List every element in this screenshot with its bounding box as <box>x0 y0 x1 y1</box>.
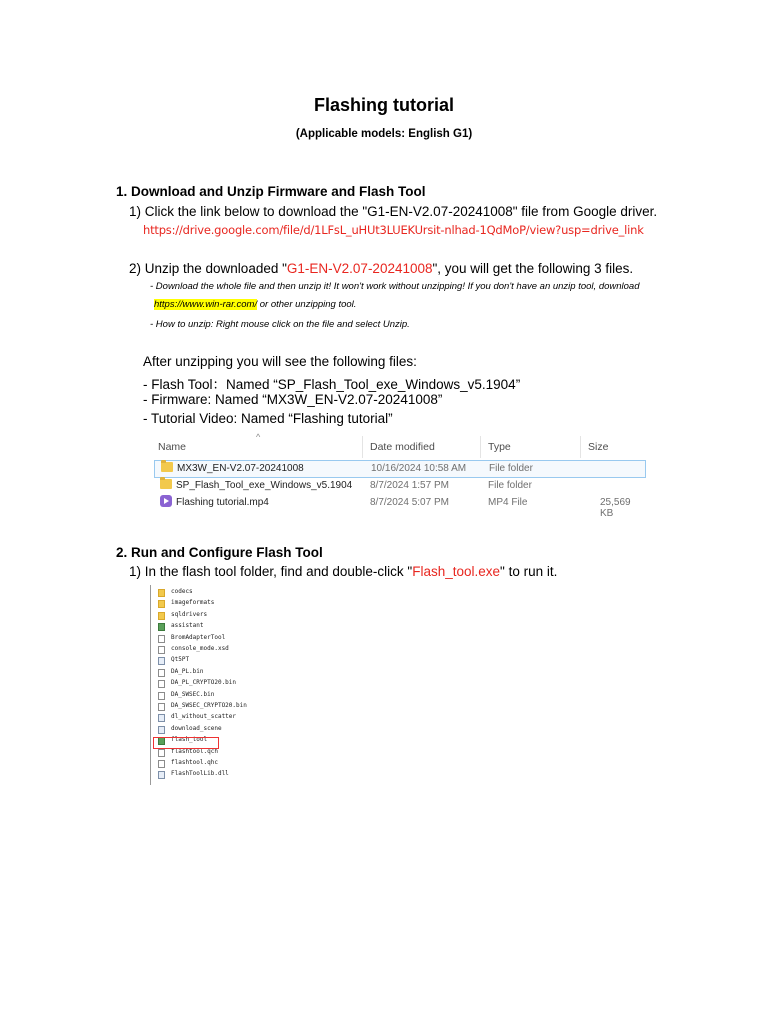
folder-list-item-label: flashtool.qch <box>171 747 218 755</box>
s2-step1-prefix: 1) In the flash tool folder, find and double-click " <box>129 564 413 579</box>
folder-list-item-label: dl_without_scatter <box>171 713 237 721</box>
file-icon <box>158 657 165 665</box>
file-row[interactable] <box>154 495 644 519</box>
step2-prefix: 2) Unzip the downloaded " <box>129 261 287 276</box>
section2-step1 <box>129 564 557 579</box>
folder-list-item-label: FlashToolLib.dll <box>171 770 229 778</box>
google-drive-link[interactable]: https://drive.google.com/file/d/1LFsL_uHUt3LUEKUrsit-nlhad-1QdMoP/view?usp=drive_link <box>143 223 644 237</box>
flash-tool-folder-screenshot <box>150 585 280 785</box>
folder-list-item-label: imageformats <box>171 599 215 607</box>
file-name: SP_Flash_Tool_exe_Windows_v5.1904 <box>176 480 353 491</box>
column-name[interactable]: Name <box>158 441 187 453</box>
file-icon <box>158 646 165 654</box>
column-divider <box>480 436 481 458</box>
file-icon <box>158 726 165 734</box>
file-type: File folder <box>489 463 533 474</box>
column-type[interactable]: Type <box>488 441 511 453</box>
after-line-2: - Flash Tool：Named “SP_Flash_Tool_exe_Windows_v5.1904” <box>143 377 521 392</box>
file-icon <box>158 749 165 757</box>
winrar-link[interactable]: https://www.win-rar.com/ <box>154 299 258 310</box>
page-subtitle: (Applicable models: English G1) <box>295 128 473 140</box>
unzip-note-2 <box>154 299 356 310</box>
file-icon <box>158 714 165 722</box>
file-date: 8/7/2024 5:07 PM <box>370 497 449 508</box>
file-icon <box>158 669 165 677</box>
folder-list-item-label: DA_SWSEC_CRYPTO20.bin <box>171 702 247 709</box>
folder-list-item-label: sqldrivers <box>171 610 208 618</box>
column-size[interactable]: Size <box>588 441 609 453</box>
column-divider <box>362 436 363 458</box>
folder-list-item-label: DA_SWSEC.bin <box>171 690 215 698</box>
file-icon <box>158 692 165 700</box>
divider <box>150 585 151 785</box>
step2-filename: G1-EN-V2.07-20241008 <box>286 261 433 276</box>
step2-suffix: ", you will get the following 3 files. <box>432 261 634 276</box>
folder-list-item-label: BromAdapterTool <box>171 633 226 641</box>
s2-step1-suffix: " to run it. <box>500 564 558 579</box>
section1-step1: 1) Click the link below to download the "G1-EN-V2.07-20241008" file from Google driver. <box>129 204 658 219</box>
application-icon <box>158 623 165 631</box>
folder-icon <box>158 612 165 620</box>
file-row[interactable] <box>154 460 646 478</box>
column-divider <box>580 436 581 458</box>
section2-heading: 2. Run and Configure Flash Tool <box>116 545 323 560</box>
folder-list-item-label: DA_PL.bin <box>171 667 204 675</box>
video-file-icon <box>160 495 172 507</box>
file-size: 25,569 KB <box>600 497 631 519</box>
folder-list-item-label: download_scene <box>171 724 222 732</box>
folder-list-item-label: flash_tool <box>171 736 208 744</box>
folder-list-item-label: flashtool.qhc <box>171 759 218 766</box>
folder-list-item-label: Qt5PT <box>171 656 190 664</box>
file-icon <box>158 760 165 768</box>
section1-heading: 1. Download and Unzip Firmware and Flash Tool <box>116 184 426 199</box>
after-line-3: - Firmware: Named “MX3W_EN-V2.07-20241008” <box>143 392 443 407</box>
file-name: Flashing tutorial.mp4 <box>176 497 269 508</box>
file-explorer-screenshot <box>150 432 650 518</box>
file-name: MX3W_EN-V2.07-20241008 <box>177 463 304 474</box>
file-icon <box>158 680 165 688</box>
unzip-note-3: - How to unzip: Right mouse click on the file and select Unzip. <box>150 319 410 330</box>
unzip-note-2-rest: or other unzipping tool. <box>257 299 357 310</box>
after-line-4: - Tutorial Video: Named “Flashing tutorial” <box>143 411 393 426</box>
file-icon <box>158 703 165 711</box>
file-type: MP4 File <box>488 497 528 508</box>
folder-list-item-label: console_mode.xsd <box>171 645 229 652</box>
file-date: 10/16/2024 10:58 AM <box>371 463 467 474</box>
section1-step2 <box>129 261 633 276</box>
unzip-note-1: - Download the whole file and then unzip it! It won't work without unzipping! If you don't have an unzip tool, download <box>150 281 640 292</box>
sort-caret-icon: ^ <box>256 432 261 442</box>
after-line-1: After unzipping you will see the following files: <box>143 354 417 369</box>
folder-icon <box>161 462 173 472</box>
column-date[interactable]: Date modified <box>370 441 435 453</box>
flash-tool-exe-name: Flash_tool.exe <box>412 564 501 579</box>
file-row[interactable] <box>154 478 644 494</box>
file-date: 8/7/2024 1:57 PM <box>370 480 449 491</box>
folder-icon <box>158 600 165 608</box>
folder-list-item-label: DA_PL_CRYPTO20.bin <box>171 679 237 687</box>
file-type: File folder <box>488 480 532 491</box>
flash-tool-highlight-box <box>153 737 219 749</box>
page-title: Flashing tutorial <box>313 95 454 115</box>
file-icon <box>158 635 165 643</box>
folder-icon <box>158 589 165 597</box>
folder-icon <box>160 479 172 489</box>
folder-list-item-label: codecs <box>171 588 193 595</box>
file-icon <box>158 771 165 779</box>
folder-list-item-label: assistant <box>171 622 204 630</box>
